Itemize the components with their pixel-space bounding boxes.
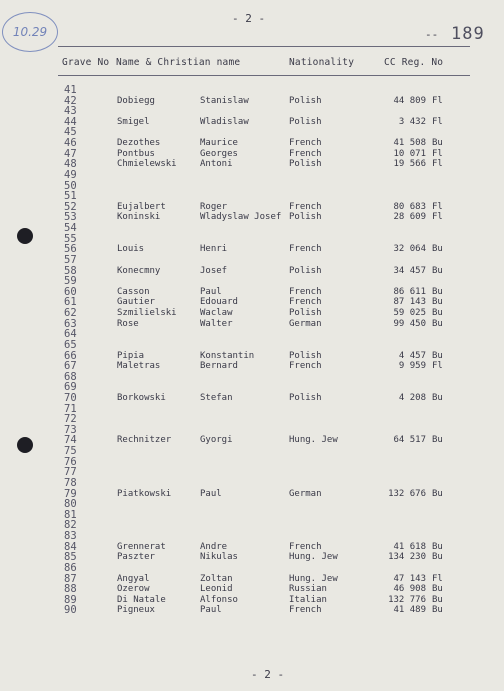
first-name-cell: Walter — [200, 318, 233, 329]
grave-number: 79 — [64, 487, 77, 500]
grave-number: 57 — [64, 253, 77, 266]
camp-code-cell: Fl — [432, 201, 443, 212]
camp-code-cell: Fl — [432, 116, 443, 127]
surname-cell: Chmielewski — [117, 159, 177, 170]
cc-reg-cell: 86 611 — [393, 286, 426, 297]
archive-stamp — [2, 12, 58, 52]
grave-number: 64 — [64, 328, 77, 341]
camp-code-cell: Fl — [432, 148, 443, 159]
grave-number: 47 — [64, 147, 77, 160]
grave-number: 74 — [64, 434, 77, 447]
cc-reg-cell: 132 776 — [388, 594, 426, 605]
grave-number: 68 — [64, 370, 77, 383]
grave-number: 49 — [64, 168, 77, 181]
grave-number: 76 — [64, 455, 77, 468]
camp-code-cell: Bu — [432, 350, 443, 361]
grave-number: 52 — [64, 200, 77, 213]
grave-number: 71 — [64, 402, 77, 415]
camp-code-cell: Bu — [432, 318, 443, 329]
surname-cell: Koninski — [117, 212, 161, 223]
grave-number: 87 — [64, 572, 77, 585]
nationality-cell: Polish — [289, 95, 322, 106]
nationality-cell: Polish — [289, 212, 322, 223]
grave-number: 55 — [64, 232, 77, 245]
grave-number: 89 — [64, 593, 77, 606]
cc-reg-cell: 99 450 — [393, 318, 426, 329]
punch-hole-bottom — [17, 437, 33, 453]
grave-number: 84 — [64, 540, 77, 553]
grave-number: 85 — [64, 551, 77, 564]
column-header-cc: CC Reg. No — [384, 57, 444, 68]
first-name-cell: Maurice — [200, 138, 238, 149]
surname-cell: Konecmny — [117, 265, 161, 276]
first-name-cell: Wladyslaw Josef — [200, 212, 282, 223]
nationality-cell: Polish — [289, 308, 322, 319]
nationality-cell: Italian — [289, 594, 327, 605]
nationality-cell: French — [289, 138, 322, 149]
surname-cell: Borkowski — [117, 392, 166, 403]
nationality-cell: Polish — [289, 116, 322, 127]
surname-cell: Rose — [117, 318, 139, 329]
camp-code-cell: Bu — [432, 594, 443, 605]
surname-cell: Casson — [117, 286, 150, 297]
grave-number: 48 — [64, 158, 77, 171]
camp-code-cell: Bu — [432, 138, 443, 149]
camp-code-cell: Bu — [432, 308, 443, 319]
first-name-cell: Waclaw — [200, 308, 233, 319]
surname-cell: Ozerow — [117, 584, 150, 595]
column-header-name: Name & Christian name — [116, 57, 241, 68]
grave-number: 45 — [64, 126, 77, 139]
first-name-cell: Paul — [200, 488, 222, 499]
nationality-cell: French — [289, 201, 322, 212]
cc-reg-cell: 32 064 — [393, 244, 426, 255]
first-name-cell: Konstantin — [200, 350, 255, 361]
surname-cell: Di Natale — [117, 594, 166, 605]
nationality-cell: Russian — [289, 584, 327, 595]
grave-number: 75 — [64, 445, 77, 458]
first-name-cell: Paul — [200, 286, 222, 297]
cc-reg-cell: 4 208 — [398, 392, 426, 403]
grave-number: 86 — [64, 561, 77, 574]
camp-code-cell: Bu — [432, 244, 443, 255]
surname-cell: Dobiegg — [117, 95, 155, 106]
grave-number: 60 — [64, 285, 77, 298]
cc-reg-cell: 10 071 — [393, 148, 426, 159]
camp-code-cell: Bu — [432, 605, 443, 616]
nationality-cell: French — [289, 541, 322, 552]
first-name-cell: Paul — [200, 605, 222, 616]
cc-reg-cell: 19 566 — [393, 159, 426, 170]
nationality-cell: Polish — [289, 265, 322, 276]
camp-code-cell: Bu — [432, 552, 443, 563]
first-name-cell: Leonid — [200, 584, 233, 595]
surname-cell: Grennerat — [117, 541, 166, 552]
cc-reg-cell: 80 683 — [393, 201, 426, 212]
surname-cell: Gautier — [117, 297, 155, 308]
grave-number: 65 — [64, 338, 77, 351]
nationality-cell: French — [289, 605, 322, 616]
grave-number: 62 — [64, 307, 77, 320]
grave-number: 81 — [64, 508, 77, 521]
grave-number: 44 — [64, 115, 77, 128]
nationality-cell: French — [289, 361, 322, 372]
cc-reg-cell: 134 230 — [388, 552, 426, 563]
cc-reg-cell: 41 618 — [393, 541, 426, 552]
grave-number: 72 — [64, 413, 77, 426]
grave-number: 73 — [64, 423, 77, 436]
nationality-cell: Polish — [289, 350, 322, 361]
grave-number: 50 — [64, 179, 77, 192]
punch-hole-top — [17, 228, 33, 244]
cc-reg-cell: 64 517 — [393, 435, 426, 446]
nationality-cell: French — [289, 286, 322, 297]
archive-stamp-text: 10.29 — [12, 25, 48, 39]
grave-number: 78 — [64, 476, 77, 489]
grave-number: 82 — [64, 519, 77, 532]
header-rule-bottom — [58, 75, 470, 76]
surname-cell: Paszter — [117, 552, 155, 563]
cc-reg-cell: 4 457 — [398, 350, 426, 361]
first-name-cell: Zoltan — [200, 573, 233, 584]
cc-reg-cell: 59 025 — [393, 308, 426, 319]
first-name-cell: Henri — [200, 244, 228, 255]
first-name-cell: Stanislaw — [200, 95, 249, 106]
nationality-cell: German — [289, 318, 322, 329]
cc-reg-cell: 132 676 — [388, 488, 426, 499]
camp-code-cell: Fl — [432, 361, 443, 372]
grave-number: 66 — [64, 349, 77, 362]
grave-number: 46 — [64, 137, 77, 150]
top-page-number: - 2 - — [232, 12, 266, 25]
nationality-cell: Hung. Jew — [289, 573, 338, 584]
surname-cell: Angyal — [117, 573, 150, 584]
first-name-cell: Bernard — [200, 361, 238, 372]
grave-number: 80 — [64, 498, 77, 511]
grave-number: 56 — [64, 243, 77, 256]
cc-reg-cell: 3 432 — [398, 116, 426, 127]
first-name-cell: Alfonso — [200, 594, 238, 605]
camp-code-cell: Fl — [432, 159, 443, 170]
cc-reg-cell: 41 489 — [393, 605, 426, 616]
surname-cell: Piatkowski — [117, 488, 172, 499]
nationality-cell: Hung. Jew — [289, 552, 338, 563]
first-name-cell: Stefan — [200, 392, 233, 403]
bottom-page-number: - 2 - — [251, 668, 285, 681]
first-name-cell: Wladislaw — [200, 116, 249, 127]
cc-reg-cell: 47 143 — [393, 573, 426, 584]
page-number: 189 — [451, 24, 485, 44]
surname-cell: Maletras — [117, 361, 161, 372]
camp-code-cell: Fl — [432, 212, 443, 223]
camp-code-cell: Bu — [432, 297, 443, 308]
grave-number: 41 — [64, 84, 77, 96]
grave-number: 90 — [64, 604, 77, 617]
surname-cell: Dezothes — [117, 138, 161, 149]
grave-number: 51 — [64, 190, 77, 203]
grave-number: 70 — [64, 391, 77, 404]
camp-code-cell: Fl — [432, 95, 443, 106]
grave-number: 88 — [64, 583, 77, 596]
cc-reg-cell: 9 959 — [398, 361, 426, 372]
nationality-cell: French — [289, 297, 322, 308]
dash-mark: -- — [425, 28, 439, 41]
nationality-cell: Hung. Jew — [289, 435, 338, 446]
surname-cell: Pigneux — [117, 605, 155, 616]
grave-number: 69 — [64, 381, 77, 394]
cc-reg-cell: 87 143 — [393, 297, 426, 308]
grave-number: 63 — [64, 317, 77, 330]
grave-number: 43 — [64, 105, 77, 118]
camp-code-cell: Bu — [432, 488, 443, 499]
nationality-cell: French — [289, 244, 322, 255]
first-name-cell: Georges — [200, 148, 238, 159]
surname-cell: Louis — [117, 244, 145, 255]
camp-code-cell: Bu — [432, 541, 443, 552]
nationality-cell: German — [289, 488, 322, 499]
camp-code-cell: Fl — [432, 573, 443, 584]
grave-number: 58 — [64, 264, 77, 277]
cc-reg-cell: 46 908 — [393, 584, 426, 595]
grave-number: 83 — [64, 530, 77, 543]
nationality-cell: Polish — [289, 159, 322, 170]
surname-cell: Pipia — [117, 350, 145, 361]
grave-number: 42 — [64, 94, 77, 107]
first-name-cell: Josef — [200, 265, 228, 276]
surname-cell: Pontbus — [117, 148, 155, 159]
surname-cell: Smigel — [117, 116, 150, 127]
grave-number: 61 — [64, 296, 77, 309]
grave-number: 77 — [64, 466, 77, 479]
cc-reg-cell: 34 457 — [393, 265, 426, 276]
first-name-cell: Antoni — [200, 159, 233, 170]
camp-code-cell: Bu — [432, 435, 443, 446]
surname-cell: Szmilielski — [117, 308, 177, 319]
cc-reg-cell: 44 809 — [393, 95, 426, 106]
first-name-cell: Gyorgi — [200, 435, 233, 446]
camp-code-cell: Bu — [432, 392, 443, 403]
first-name-cell: Nikulas — [200, 552, 238, 563]
camp-code-cell: Bu — [432, 265, 443, 276]
grave-number: 67 — [64, 360, 77, 373]
cc-reg-cell: 28 609 — [393, 212, 426, 223]
column-header-grave: Grave No — [62, 57, 110, 68]
first-name-cell: Edouard — [200, 297, 238, 308]
grave-number: 54 — [64, 222, 77, 235]
cc-reg-cell: 41 508 — [393, 138, 426, 149]
nationality-cell: French — [289, 148, 322, 159]
first-name-cell: Roger — [200, 201, 228, 212]
first-name-cell: Andre — [200, 541, 228, 552]
camp-code-cell: Bu — [432, 286, 443, 297]
column-header-nationality: Nationality — [289, 57, 355, 68]
camp-code-cell: Bu — [432, 584, 443, 595]
header-rule-top — [58, 46, 470, 47]
surname-cell: Eujalbert — [117, 201, 166, 212]
grave-number: 53 — [64, 211, 77, 224]
grave-number: 59 — [64, 275, 77, 288]
surname-cell: Rechnitzer — [117, 435, 172, 446]
nationality-cell: Polish — [289, 392, 322, 403]
